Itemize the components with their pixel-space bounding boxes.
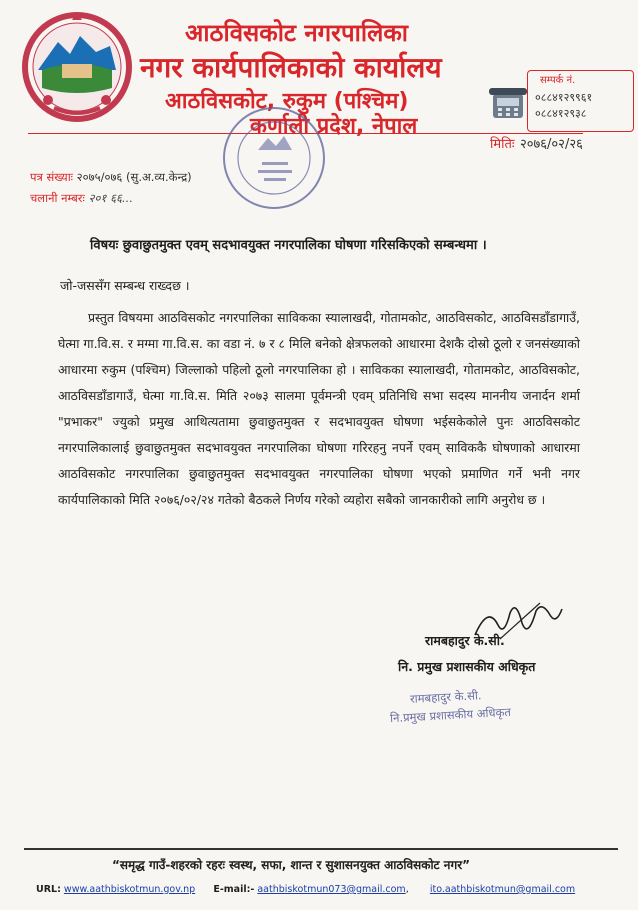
contact-label: सम्पर्क नं. <box>540 75 576 86</box>
url-label: URL: <box>36 884 61 895</box>
header-line3: आठविसकोट, रुकुम (पश्चिम) <box>165 89 409 114</box>
reference-label: पत्र संख्याः <box>30 170 74 184</box>
telephone-icon <box>487 86 529 122</box>
header-line2: नगर कार्यपालिकाको कार्यालय <box>140 51 442 84</box>
date-label: मितिः <box>490 137 515 152</box>
dispatch-number <box>30 191 133 206</box>
office-seal-stamp <box>218 102 330 214</box>
header-line1: आठविसकोट नगरपालिका <box>185 19 408 47</box>
email-label: E-mail:- <box>213 884 255 895</box>
stamp-signer-title: नि.प्रमुख प्रशासकीय अधिकृत <box>389 704 512 726</box>
email-link-1[interactable]: aathbiskotmun073@gmail.com <box>257 884 406 895</box>
letter-salutation: जो-जससँग सम्बन्ध राख्दछ । <box>60 278 190 293</box>
nepal-emblem-icon <box>18 8 136 126</box>
letter-subject: विषयः छुवाछुतमुक्त एवम् सदभावयुक्त नगरपालिका घोषणा गरिसकिएको सम्बन्धमा । <box>90 238 487 253</box>
stamp-signer-name: रामबहादुर के.सी. <box>409 688 482 706</box>
dispatch-value: २०१ ६६... <box>88 191 133 205</box>
reference-value: २०७५/०७६ (सु.अ.व्य.केन्द्र) <box>76 170 192 184</box>
contact-number-2: ०८८४१२९३८ <box>535 107 587 120</box>
footer-divider <box>24 848 618 850</box>
letter-body: प्रस्तुत विषयमा आठविसकोट नगरपालिका साविकका स्यालाखदी, गोतामकोट, आठविसकोट, आठविसडाँडागाउँ, घेत्मा गा.वि.स. र मग्मा गा.वि.स. का वडा नं. ७ र ८ मिलि बनेको क्षेत्रफलको आधारमा देशकै दोस्रो ठूलो र जनसंख्याको आधारमा रुकुम (पश्चिम) जिल्लाको पहिलो ठूलो नगरपालिका हो । साविकका स्यालाखदी, गोतामकोट, आठविसकोट, आठविसडाँडागाउँ, घेत्मा गा.वि.स. मिति २०७३ सालमा पूर्वमन्त्री एवम् प्रतिनिधि सभा सदस्य माननीय जनार्दन शर्मा "प्रभाकर" ज्युको प्रमुख आथित्यतामा छुवाछुतमुक्त र सदभावयुक्त घोषणा भईसकेकोले पुनः आठविसकोट नगरपालिकालाई छुवाछुतमुक्त सदभावयुक्त नगरपालिका घोषणा गरिरहनु नपर्ने एवम् साविककै घोषणाको आधारमा आठविसकोट नगरपालिका छुवाछुतमुक्त सदभावयुक्त नगरपालिका घोषणा भएको प्रमाणित गर्ने भनी नगर कार्यपालिकाको मिति २०७६/०२/२४ गतेको बैठकले निर्णय गरेको व्यहोरा सबैको जानकारीको लागि अनुरोध छ । <box>58 310 580 507</box>
signer-title: नि. प्रमुख प्रशासकीय अधिकृत <box>398 659 536 674</box>
dispatch-label: चलानी नम्बरः <box>30 191 85 205</box>
header-line4: कर्णाली प्रदेश, नेपाल <box>250 114 418 139</box>
contact-number-1: ०८८४१२९९६१ <box>535 91 593 104</box>
footer-contacts: URL: www.aathbiskotmun.gov.np E-mail:- aathbiskotmun073@gmail.com, ito.aathbiskotmun@gmail.com <box>36 884 576 895</box>
footer-slogan: “समृद्ध गाउँ-शहरको रहरः स्वस्थ, सफा, शान्त र सुशासनयुक्त आठविसकोट नगर” <box>112 858 470 872</box>
email-link-2[interactable]: ito.aathbiskotmun@gmail.com <box>429 884 576 895</box>
reference-number <box>30 170 192 185</box>
date-value: २०७६/०२/२६ <box>520 137 583 152</box>
signer-name: रामबहादुर के.सी. <box>425 633 505 648</box>
website-link[interactable]: www.aathbiskotmun.gov.np <box>63 884 196 895</box>
